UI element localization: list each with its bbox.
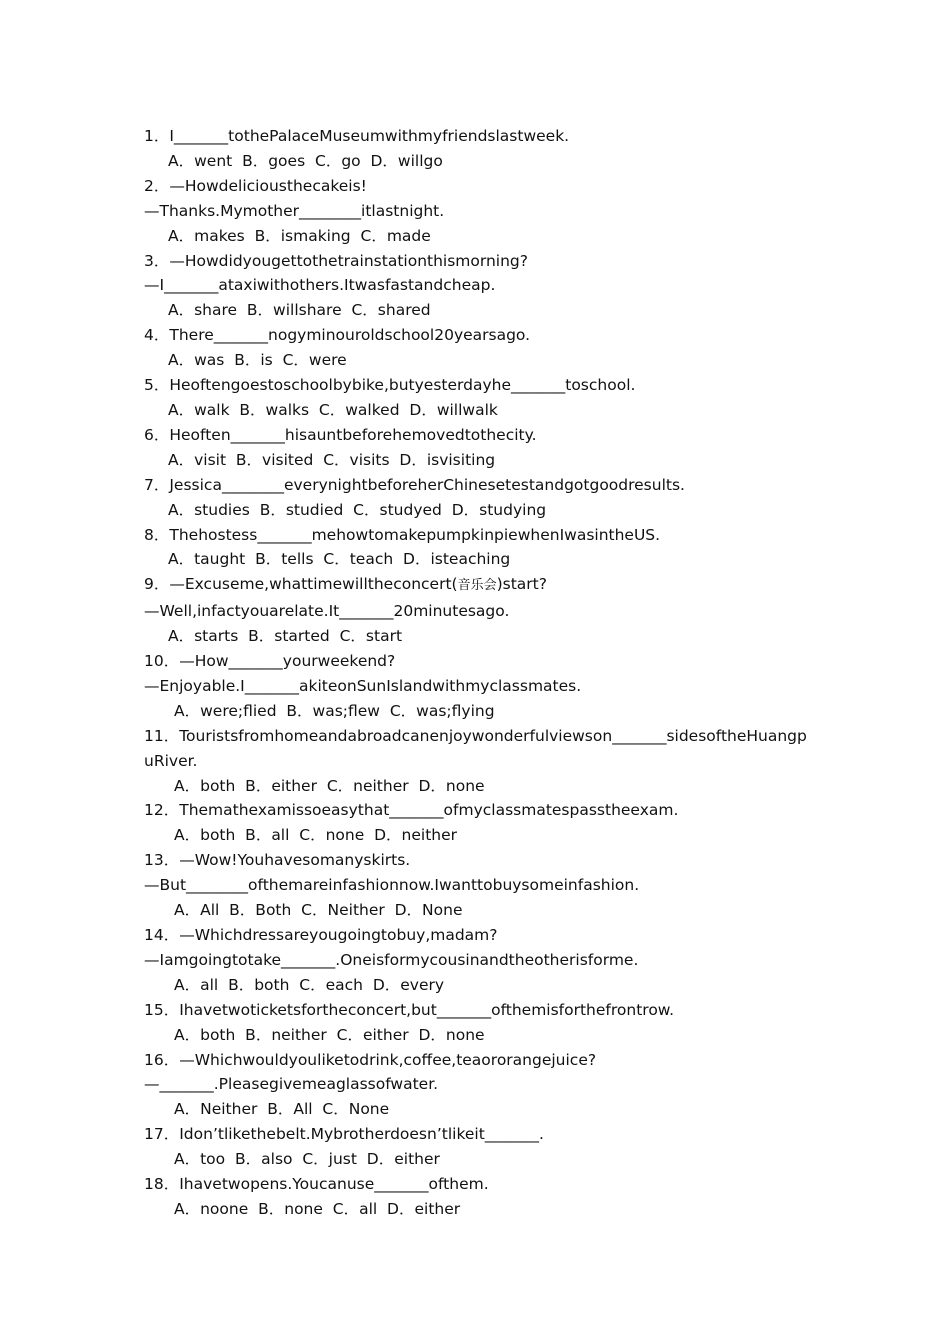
answer-options: A．share B．willshare C．shared <box>168 301 431 320</box>
question-text: 9．—Excuseme,whattimewilltheconcert( <box>144 575 458 594</box>
question-line: 15．Ihavetwoticketsfortheconcert,but_______ofthemisforthefrontrow. <box>144 1000 674 1019</box>
answer-options: A．both B．neither C．either D．none <box>174 1025 485 1044</box>
question-line: —Enjoyable.I_______akiteonSunIslandwithmyclassmates. <box>144 676 582 695</box>
question-line: —I_______ataxiwithothers.Itwasfastandcheap. <box>144 276 496 295</box>
answer-options: A．noone B．none C．all D．either <box>174 1199 461 1218</box>
answer-options: A．went B．goes C．go D．willgo <box>168 151 443 170</box>
exercise-list <box>144 124 814 1222</box>
question-line: 1．I_______tothePalaceMuseumwithmyfriendslastweek. <box>144 127 570 145</box>
answer-options: A．starts B．started C．start <box>168 627 403 646</box>
question-line: 13．—Wow!Youhavesomanyskirts. <box>144 851 411 870</box>
question-line: 7．Jessica________everynightbeforeherChinesetestandgotgoodresults. <box>144 475 685 494</box>
question-line: 4．There_______nogyminouroldschool20yearsago. <box>144 326 531 345</box>
answer-options: A．studies B．studied C．studyed D．studying <box>168 500 547 519</box>
answer-options: A．taught B．tells C．teach D．isteaching <box>168 550 511 569</box>
question-line: 18．Ihavetwopens.Youcanuse_______ofthem. <box>144 1175 489 1194</box>
answer-options: A．were;flied B．was;flew C．was;flying <box>174 701 495 720</box>
question-line: —_______.Pleasegivemeaglassofwater. <box>144 1075 439 1094</box>
answer-options: A．walk B．walks C．walked D．willwalk <box>168 400 498 419</box>
answer-options: A．both B．either C．neither D．none <box>174 776 485 795</box>
question-text: )start? <box>496 575 547 594</box>
answer-options: A．too B．also C．just D．either <box>174 1150 440 1169</box>
question-line: 12．Themathexamissoeasythat_______ofmyclassmatespasstheexam. <box>144 801 679 820</box>
question-line: 17．Idon’tlikethebelt.Mybrotherdoesn’tlikeit_______. <box>144 1125 544 1144</box>
question-line: 8．Thehostess_______mehowtomakepumpkinpiewhenIwasintheUS. <box>144 525 661 544</box>
question-line: 2．—Howdeliciousthecakeis! <box>144 176 367 195</box>
question-line: —Well,infactyouarelate.It_______20minutesago. <box>144 602 510 621</box>
answer-options: A．makes B．ismaking C．made <box>168 226 431 245</box>
question-line: 3．—Howdidyougettothetrainstationthismorning? <box>144 251 528 270</box>
question-line: 6．Heoften_______hisauntbeforehemovedtothecity. <box>144 425 537 444</box>
answer-options: A．all B．both C．each D．every <box>174 975 445 994</box>
question-line: —But________ofthemareinfashionnow.Iwanttobuysomeinfashion. <box>144 876 640 895</box>
question-line: 11．Touristsfromhomeandabroadcanenjoywonderfulviewson_______sidesoftheHuangpuRiver. <box>144 726 807 770</box>
question-line: —Thanks.Mymother________itlastnight. <box>144 201 445 220</box>
question-line: 5．Heoftengoestoschoolbybike,butyesterdayhe_______toschool. <box>144 376 636 395</box>
question-line: 10．—How_______yourweekend? <box>144 652 396 671</box>
question-line: 16．—Whichwouldyouliketodrink,coffee,teaororangejuice? <box>144 1050 597 1069</box>
answer-options: A．was B．is C．were <box>168 351 347 370</box>
chinese-gloss: 音乐会 <box>457 578 497 594</box>
question-line: —Iamgoingtotake_______.Oneisformycousinandtheotherisforme. <box>144 950 639 969</box>
question-line <box>144 572 814 599</box>
answer-options: A．Neither B．All C．None <box>174 1100 390 1119</box>
question-line: 14．—Whichdressareyougoingtobuy,madam? <box>144 926 498 944</box>
answer-options: A．All B．Both C．Neither D．None <box>174 901 463 920</box>
answer-options: A．both B．all C．none D．neither <box>174 826 458 845</box>
answer-options: A．visit B．visited C．visits D．isvisiting <box>168 450 496 469</box>
